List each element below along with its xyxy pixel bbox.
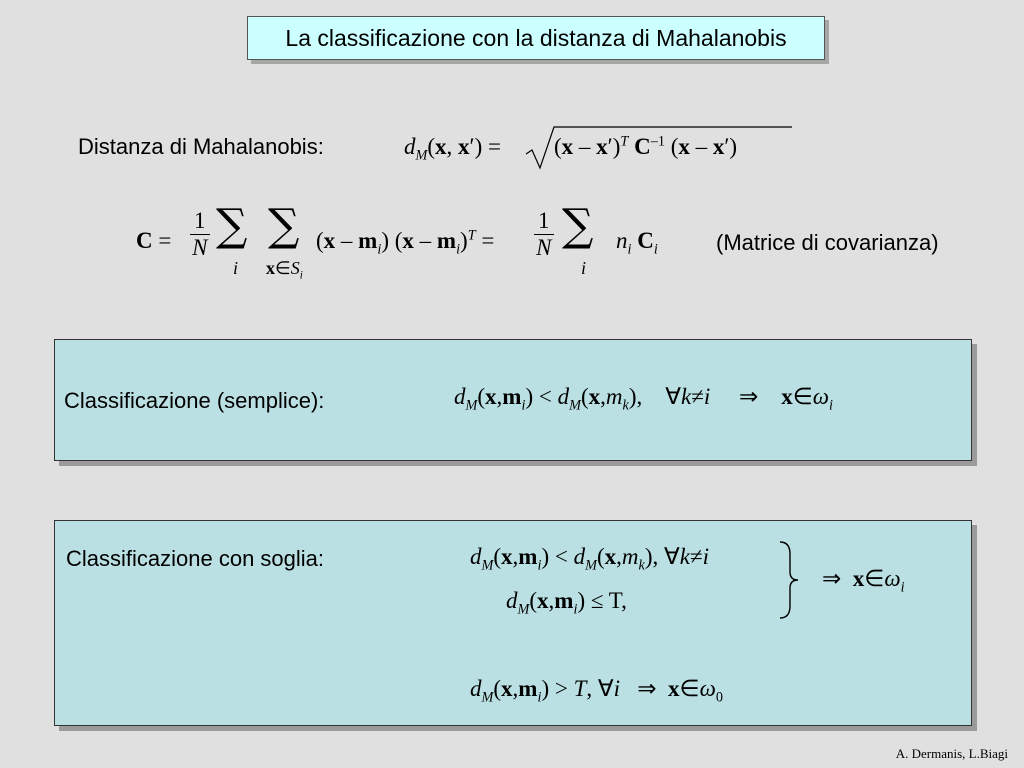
slide-title: La classificazione con la distanza di Mahalanobis bbox=[247, 16, 825, 60]
covariance-formula: C = $\frac{1}{N}$ ∑ i ∑ $x\in S_i$ $(x - m_i)$ $(x - m_i)^T$ = $\frac{1}{N}$ ∑ i $n_i$ $C_i$ bbox=[136, 200, 658, 282]
threshold-formula-3: $d_M(x,m_i) > T$, ∀i ⇒ $x\in\omega_0$ bbox=[470, 676, 723, 706]
simple-classification-label: Classificazione (semplice): bbox=[64, 388, 325, 413]
threshold-formula-2: $d_M(x,m_i) \le T$, bbox=[506, 588, 627, 618]
threshold-result-1: ⇒ $x\in\omega_i$ bbox=[822, 566, 905, 596]
distance-label: Distanza di Mahalanobis: bbox=[78, 134, 324, 159]
threshold-formula-1: $d_M(x,m_i) < d_M(x,m_k)$, ∀k≠i bbox=[470, 544, 709, 574]
author-footer: A. Dermanis, L.Biagi bbox=[895, 746, 1008, 761]
right-brace bbox=[778, 540, 802, 620]
threshold-classification-label: Classificazione con soglia: bbox=[66, 546, 325, 571]
simple-classification-formula: $d_M(x,m_i) < d_M(x,m_k)$, ∀k≠i ⇒ $x\in\omega_i$ bbox=[454, 384, 834, 414]
covariance-note: (Matrice di covarianza) bbox=[716, 230, 939, 255]
